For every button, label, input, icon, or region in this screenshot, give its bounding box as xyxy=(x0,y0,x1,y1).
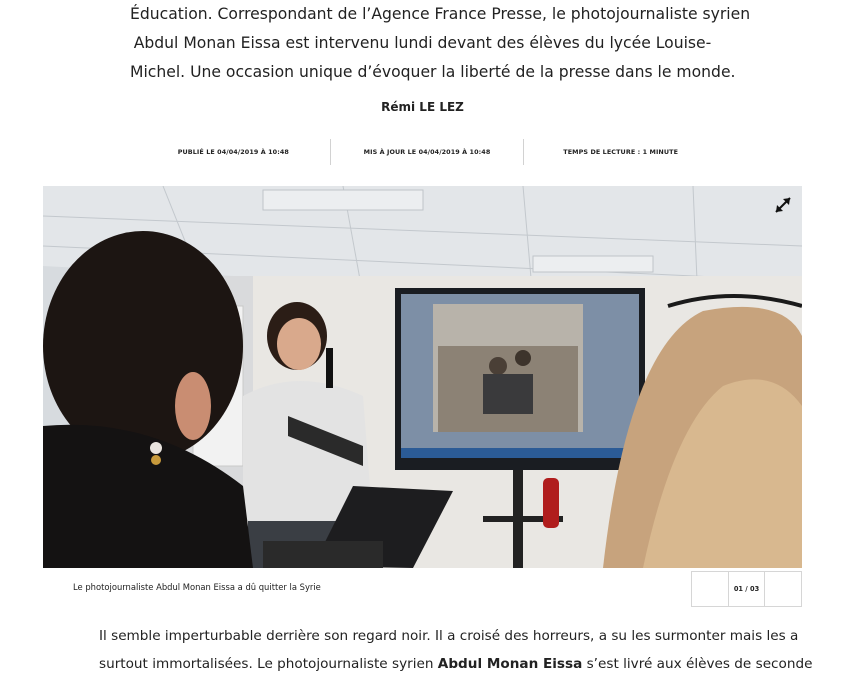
updated-date: MIS À JOUR LE 04/04/2019 À 10:48 xyxy=(363,148,491,156)
article-chapo xyxy=(130,0,751,87)
body-text-segment: s’est livré aux élèves de seconde xyxy=(582,656,813,672)
article-meta xyxy=(137,139,717,165)
previous-photo-button[interactable] xyxy=(692,572,729,606)
body-text-segment: surtout immortalisées. Le photojournaliste syrien xyxy=(99,656,438,672)
gallery-caption-row xyxy=(43,570,802,608)
published-date: PUBLIÉ LE 04/04/2019 À 10:48 xyxy=(177,148,289,156)
author-name[interactable]: Rémi LE LEZ xyxy=(381,100,464,114)
body-line xyxy=(99,650,813,678)
gallery-photo[interactable] xyxy=(43,186,802,568)
photo-counter: 01 / 03 xyxy=(733,585,760,593)
article-body xyxy=(99,622,813,678)
chapo-line: Michel. Une occasion unique d’évoquer la liberté de la presse dans le monde. xyxy=(130,63,736,81)
highlighted-name: Abdul Monan Eissa xyxy=(437,656,583,672)
reading-time: TEMPS DE LECTURE : 1 MINUTE xyxy=(563,148,679,156)
body-line: Il semble imperturbable derrière son regard noir. Il a croisé des horreurs, a su les surmonter mais les a xyxy=(99,628,799,644)
classroom-photo xyxy=(43,186,802,568)
expand-arrows-icon[interactable] xyxy=(774,196,792,214)
chapo-line: Éducation. Correspondant de l’Agence France Presse, le photojournaliste syrien xyxy=(130,5,751,23)
photo-caption: Le photojournaliste Abdul Monan Eissa a dû quitter la Syrie xyxy=(73,582,321,592)
next-photo-button[interactable] xyxy=(764,572,801,606)
chapo-line: Abdul Monan Eissa est intervenu lundi devant des élèves du lycée Louise- xyxy=(133,34,712,52)
gallery-pager xyxy=(691,571,802,607)
